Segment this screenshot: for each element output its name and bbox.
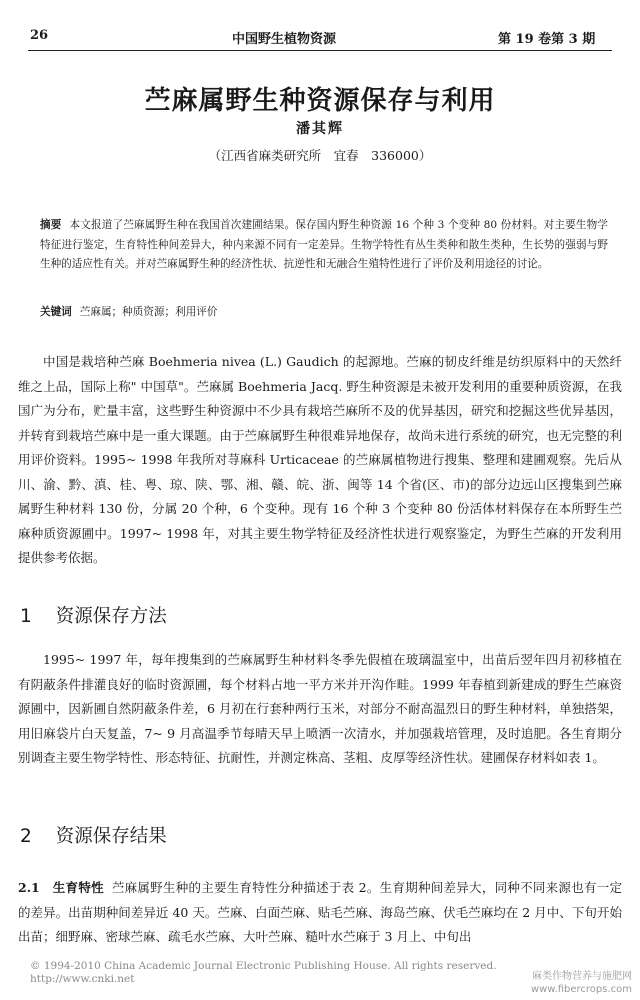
author-name: 潘其辉 bbox=[296, 121, 344, 137]
section-heading-1 bbox=[20, 602, 167, 628]
abstract-label: 摘要 bbox=[40, 219, 62, 231]
subsection-2-1-paragraph bbox=[18, 876, 622, 950]
section-title: 资源保存方法 bbox=[55, 606, 167, 627]
site-watermark bbox=[502, 970, 632, 996]
author-affiliation: （江西省麻类研究所 宜春 336000） bbox=[208, 148, 432, 163]
watermark-line-2: www.fibercrops.com bbox=[530, 984, 632, 995]
subsection-text: 苎麻属野生种的主要生育特性分种描述于表 2。生育期种间差异大，同种不同来源也有一定的差异。出苗期种间差异近 40 天。苎麻、白面苎麻、贴毛苎麻、海岛苎麻、伏毛苎麻均在 2 月中、下旬开始出苗；细野麻、密球苎麻、疏毛水苎麻、大叶苎麻、糙叶水苎麻于 3 月上、中旬出 bbox=[18, 880, 622, 944]
section-number: 2 bbox=[20, 826, 32, 847]
copyright-footer: © 1994-2010 China Academic Journal Electronic Publishing House. All rights reserved. http://www.cnki.net bbox=[30, 960, 508, 985]
section1-paragraph: 1995~ 1997 年，每年搜集到的苎麻属野生种材料冬季先假植在玻璃温室中，出苗后翌年四月初移植在有阴蔽条件排灌良好的临时资源圃，每个材料占地一平方米并开沟作畦。1999 年春植到新建成的野生苎麻资源圃中，因新圃自然阴蔽条件差，6 月初在行套种两行玉米，对部分不耐高温烈日的野生种材料，单独搭架，用旧麻袋片白天复盖，7~ 9 月高温季节每晴天早上喷洒一次清水，并加强栽培管理，及时追肥。各生育期分别调查主要生物学特性、形态特征、抗耐性，并测定株高、茎粗、皮厚等经济性状。建圃保存材料如表 1。 bbox=[18, 652, 622, 765]
section-heading-2 bbox=[20, 822, 167, 848]
abstract bbox=[40, 216, 608, 275]
page-number: 26 bbox=[30, 28, 49, 43]
journal-name: 中国野生植物资源 bbox=[232, 32, 337, 47]
section-number: 1 bbox=[20, 606, 32, 627]
article-title: 苎麻属野生种资源保存与利用 bbox=[144, 86, 496, 116]
watermark-line-1: 麻类作物营养与施肥网 bbox=[532, 971, 632, 982]
issue-info: 第 19 卷第 3 期 bbox=[498, 32, 596, 47]
intro-paragraph: 中国是栽培种苎麻 Boehmeria nivea (L.) Gaudich 的起源地。苎麻的韧皮纤维是纺织原料中的天然纤维之上品，国际上称" 中国草"。苎麻属 Boehmeria Jacq. 野生种资源是未被开发利用的重要种质资源，在我国广为分布，贮量丰富，这些野生种资源中不少具有栽培苎麻所不及的优异基因，研究和挖掘这些优异基因，并转育到栽培苎麻中是一重大课题。由于苎麻属野生种很难异地保存，故尚未进行系统的研究，也无完整的利用评价资料。1995~ 1998 年我所对荨麻科 Urticaceae 的苎麻属植物进行搜集、整理和建圃观察。先后从川、渝、黔、滇、桂、粤、琼、陕、鄂、湘、赣、皖、浙、闽等 14 个省(区、市)的部分边远山区搜集到苎麻属野生种材料 130 份，分属 20 个种，6 个变种。现有 16 个种 3 个变种 80 份活体材料保存在本所野生苎麻种质资源圃中。1997~ 1998 年，对其主要生物学特征及经济性状进行观察鉴定，为野生苎麻的开发利用提供参考依据。 bbox=[18, 354, 622, 565]
keywords-label: 关键词 bbox=[40, 306, 72, 318]
subsection-label: 2.1 生育特性 bbox=[18, 880, 104, 895]
abstract-text: 本文报道了苎麻属野生种在我国首次建圃结果。保存国内野生种资源 16 个种 3 个变种 80 份材料。对主要生物学特征进行鉴定，生育特性种间差异大，种内来源不同有一定差异。生物学特性有丛生类种和散生类种，生长势的强弱与野生种的适应性有关。并对苎麻属野生种的经济性状、抗逆性和无融合生殖特性进行了评价及利用途径的讨论。 bbox=[40, 219, 609, 270]
header-rule bbox=[28, 50, 612, 51]
section-title: 资源保存结果 bbox=[55, 826, 167, 847]
keywords-text: 苎麻属；种质资源；利用评价 bbox=[79, 306, 218, 318]
keywords bbox=[40, 304, 600, 319]
